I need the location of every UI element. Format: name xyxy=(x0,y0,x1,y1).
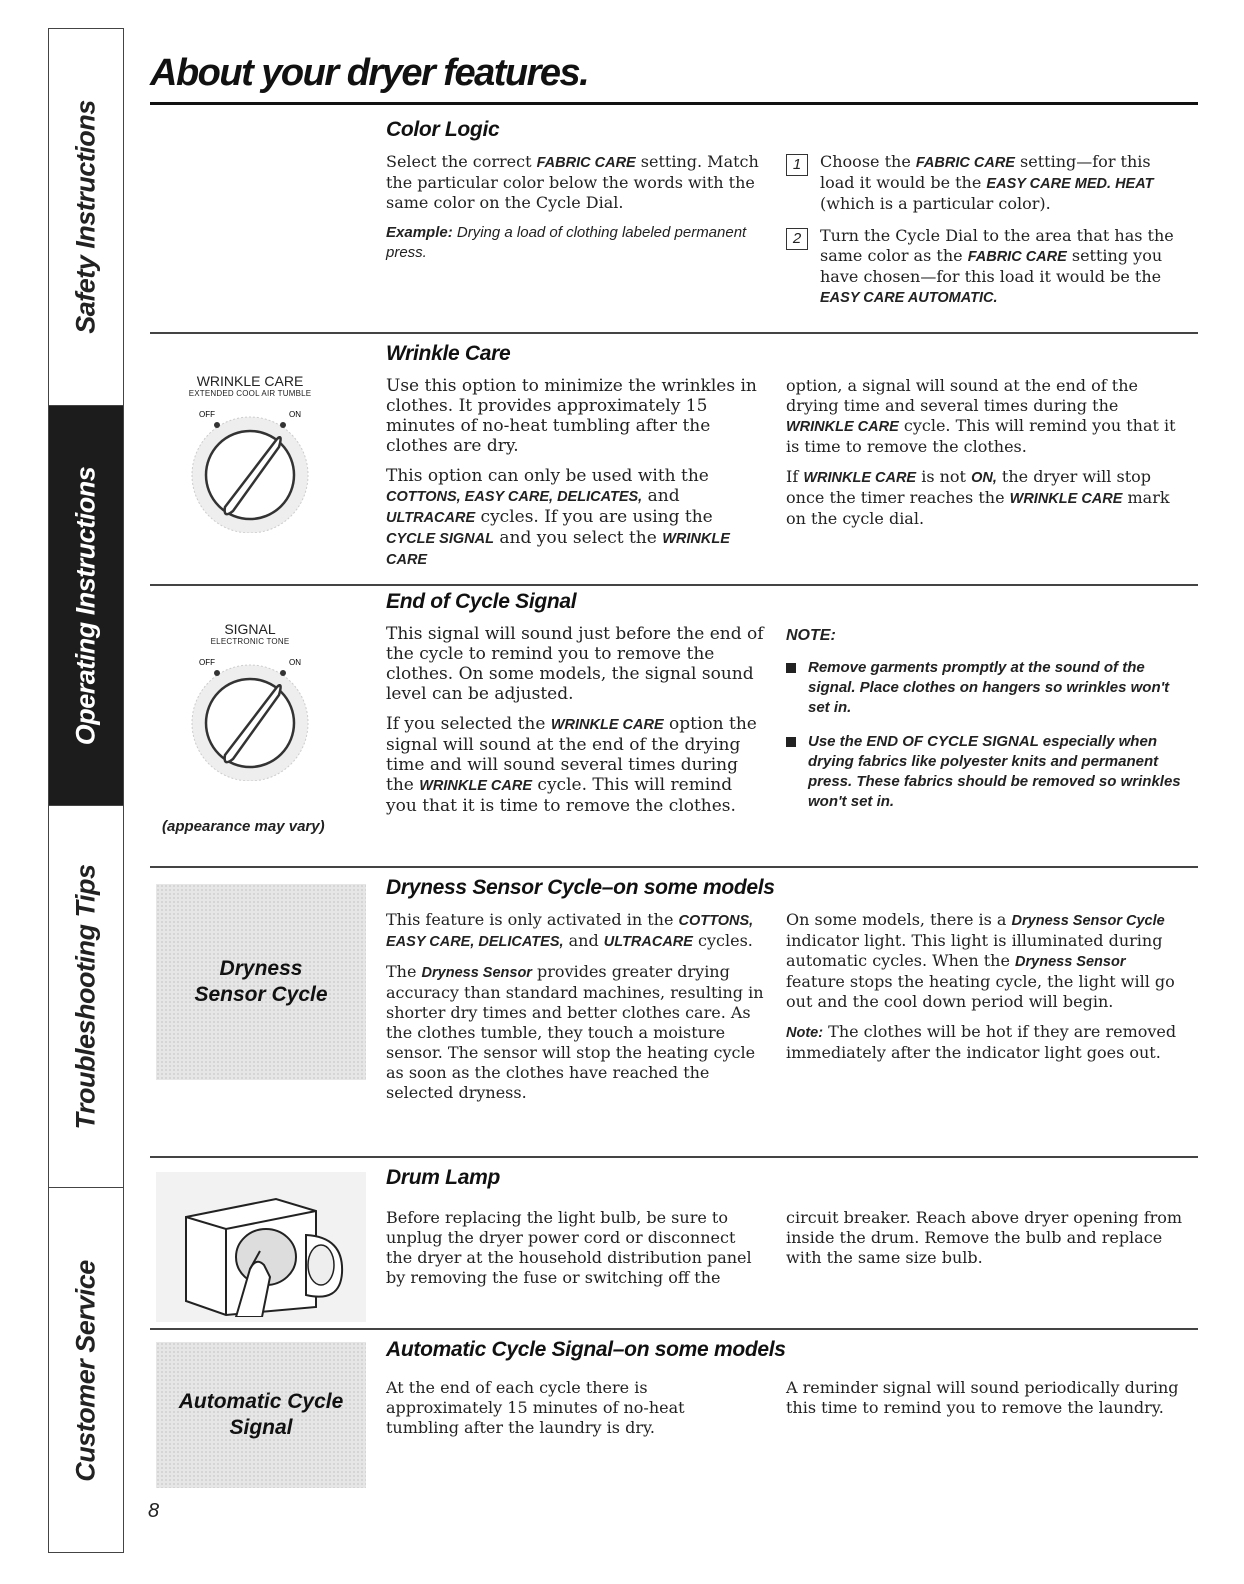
auto-signal-left-text xyxy=(386,1378,716,1448)
knob-title: WRINKLE CARE xyxy=(196,373,304,389)
tab-troubleshooting-tips[interactable] xyxy=(49,806,123,1188)
section-dryness-sensor xyxy=(150,866,1198,1156)
step-number-icon: 2 xyxy=(786,228,808,250)
paragraph: Select the correct FABRIC CARE setting. Match the particular color below the words with the same color on the Cycle Dial. xyxy=(386,152,759,212)
paragraph: This feature is only activated in the COTTONS, EASY CARE, DELICATES, and ULTRACARE cycles. xyxy=(386,910,754,950)
section-color-logic xyxy=(150,112,1198,332)
page-number: 8 xyxy=(148,1500,160,1522)
tab-label: Operating Instructions xyxy=(70,466,101,745)
paragraph: option, a signal will sound at the end of the drying time and several times during the WRINKLE CARE cycle. This will remind you that it is time to remove the clothes. xyxy=(786,376,1176,456)
tab-label: Troubleshooting Tips xyxy=(70,864,101,1129)
color-logic-left-text xyxy=(386,152,766,273)
tab-customer-service[interactable] xyxy=(49,1188,123,1554)
drum-lamp-right-text xyxy=(786,1208,1186,1278)
wrinkle-care-knob xyxy=(150,374,350,533)
section-tabs xyxy=(48,28,124,1553)
section-title: Color Logic xyxy=(386,118,500,141)
section-divider xyxy=(150,584,1198,586)
step-2: 2 Turn the Cycle Dial to the area that has the same color as the FABRIC CARE setting you have chosen—for this load it would be the EASY CARE AUTOMATIC. xyxy=(786,226,1186,308)
paragraph: On some models, there is a Dryness Sensor Cycle indicator light. This light is illuminated during automatic cycles. When the Dryness Sensor feature stops the heating cycle, the light will go out and the cool down period will begin. xyxy=(786,910,1175,1011)
tab-safety-instructions[interactable] xyxy=(49,29,123,406)
paragraph: At the end of each cycle there is approximately 15 minutes of no-heat tumbling after the laundry is dry. xyxy=(386,1378,685,1437)
section-drum-lamp xyxy=(150,1156,1198,1328)
paragraph: If WRINKLE CARE is not ON, the dryer will stop once the timer reaches the WRINKLE CARE mark on the cycle dial. xyxy=(786,467,1170,528)
box-label: Automatic Cycle Signal xyxy=(178,1390,344,1439)
knob-subtitle: ELECTRONIC TONE xyxy=(210,637,290,646)
paragraph: This option can only be used with the COTTONS, EASY CARE, DELICATES, and ULTRACARE cycles. If you are using the CYCLE SIGNAL and you select the WRINKLE CARE xyxy=(386,466,730,568)
tab-label: Safety Instructions xyxy=(70,100,101,334)
section-title: End of Cycle Signal xyxy=(386,590,577,613)
automatic-cycle-signal-label-box xyxy=(156,1342,366,1488)
step-number-icon: 1 xyxy=(786,154,808,176)
signal-knob xyxy=(150,622,350,781)
appearance-caption: (appearance may vary) xyxy=(162,818,325,835)
knob-off-label: OFF xyxy=(199,658,215,667)
section-title: Wrinkle Care xyxy=(386,342,511,365)
knob-title: SIGNAL xyxy=(224,621,276,637)
step-1: 1 Choose the FABRIC CARE setting—for this load it would be the EASY CARE MED. HEAT (which is a particular color). xyxy=(786,152,1186,214)
section-wrinkle-care xyxy=(150,332,1198,584)
knob-subtitle: EXTENDED COOL AIR TUMBLE xyxy=(188,389,312,398)
tab-operating-instructions[interactable] xyxy=(49,406,123,806)
color-logic-steps xyxy=(786,152,1186,320)
section-divider xyxy=(150,332,1198,334)
knob-on-label: ON xyxy=(289,658,301,667)
tab-label: Customer Service xyxy=(70,1260,101,1482)
knob-on-label: ON xyxy=(289,410,301,419)
dryer-drum-lamp-icon xyxy=(166,1177,356,1317)
paragraph: Use this option to minimize the wrinkles in clothes. It provides approximately 15 minutes of no-heat tumbling after the clothes are dry. xyxy=(386,376,757,456)
paragraph: circuit breaker. Reach above dryer opening from inside the drum. Remove the bulb and replace with the same size bulb. xyxy=(786,1208,1183,1267)
note-bullet: Remove garments promptly at the sound of the signal. Place clothes on hangers so wrinkles won't set in. xyxy=(786,658,1186,718)
section-divider xyxy=(150,866,1198,868)
paragraph: Before replacing the light bulb, be sure to unplug the dryer power cord or disconnect the dryer at the household distribution panel by removing the fuse or switching off the xyxy=(386,1208,752,1287)
section-divider xyxy=(150,1156,1198,1158)
drum-lamp-illustration xyxy=(156,1172,366,1322)
title-divider xyxy=(150,102,1198,105)
note-heading: NOTE: xyxy=(786,627,836,644)
knob-off-label: OFF xyxy=(199,410,215,419)
page-title: About your dryer features. xyxy=(150,52,589,94)
example: Example: Drying a load of clothing labeled permanent press. xyxy=(386,224,747,261)
section-divider xyxy=(150,1328,1198,1330)
note-bullet: Use the END OF CYCLE SIGNAL especially when drying fabrics like polyester knits and permanent press. These fabrics should be removed so wrinkles won't set in. xyxy=(786,732,1186,812)
paragraph: If you selected the WRINKLE CARE option the signal will sound at the end of the drying time and will sound several times during the WRINKLE CARE cycle. This will remind you that it is time to remove the clothes. xyxy=(386,714,757,816)
paragraph: This signal will sound just before the end of the cycle to remind you to remove the clothes. On some models, the signal sound level can be adjusted. xyxy=(386,624,764,704)
dial-icon xyxy=(185,403,315,533)
paragraph: The Dryness Sensor provides greater drying accuracy than standard machines, resulting in shorter dry times and better clothes care. As the clothes tumble, they touch a moisture sensor. The sensor will stop the heating cycle as soon as the clothes have reached the selected dryness. xyxy=(386,962,764,1102)
section-end-of-cycle-signal xyxy=(150,584,1198,866)
box-label: Dryness Sensor Cycle xyxy=(194,957,328,1006)
dryness-right-text xyxy=(786,910,1186,1073)
paragraph: Note: The clothes will be hot if they are removed immediately after the indicator light goes out. xyxy=(786,1022,1177,1062)
section-automatic-cycle-signal xyxy=(150,1328,1198,1498)
paragraph: A reminder signal will sound periodically during this time to remind you to remove the laundry. xyxy=(786,1378,1179,1417)
wrinkle-care-right-text xyxy=(786,376,1186,539)
dryness-left-text xyxy=(386,910,766,1113)
dryness-sensor-label-box xyxy=(156,884,366,1080)
section-title: Automatic Cycle Signal–on some models xyxy=(386,1338,786,1361)
end-cycle-note xyxy=(786,626,1186,826)
section-title: Drum Lamp xyxy=(386,1166,500,1189)
section-title: Dryness Sensor Cycle–on some models xyxy=(386,876,775,899)
end-cycle-left-text xyxy=(386,624,766,826)
dial-icon xyxy=(185,651,315,781)
auto-signal-right-text xyxy=(786,1378,1186,1428)
drum-lamp-left-text xyxy=(386,1208,766,1298)
wrinkle-care-left-text xyxy=(386,376,766,580)
